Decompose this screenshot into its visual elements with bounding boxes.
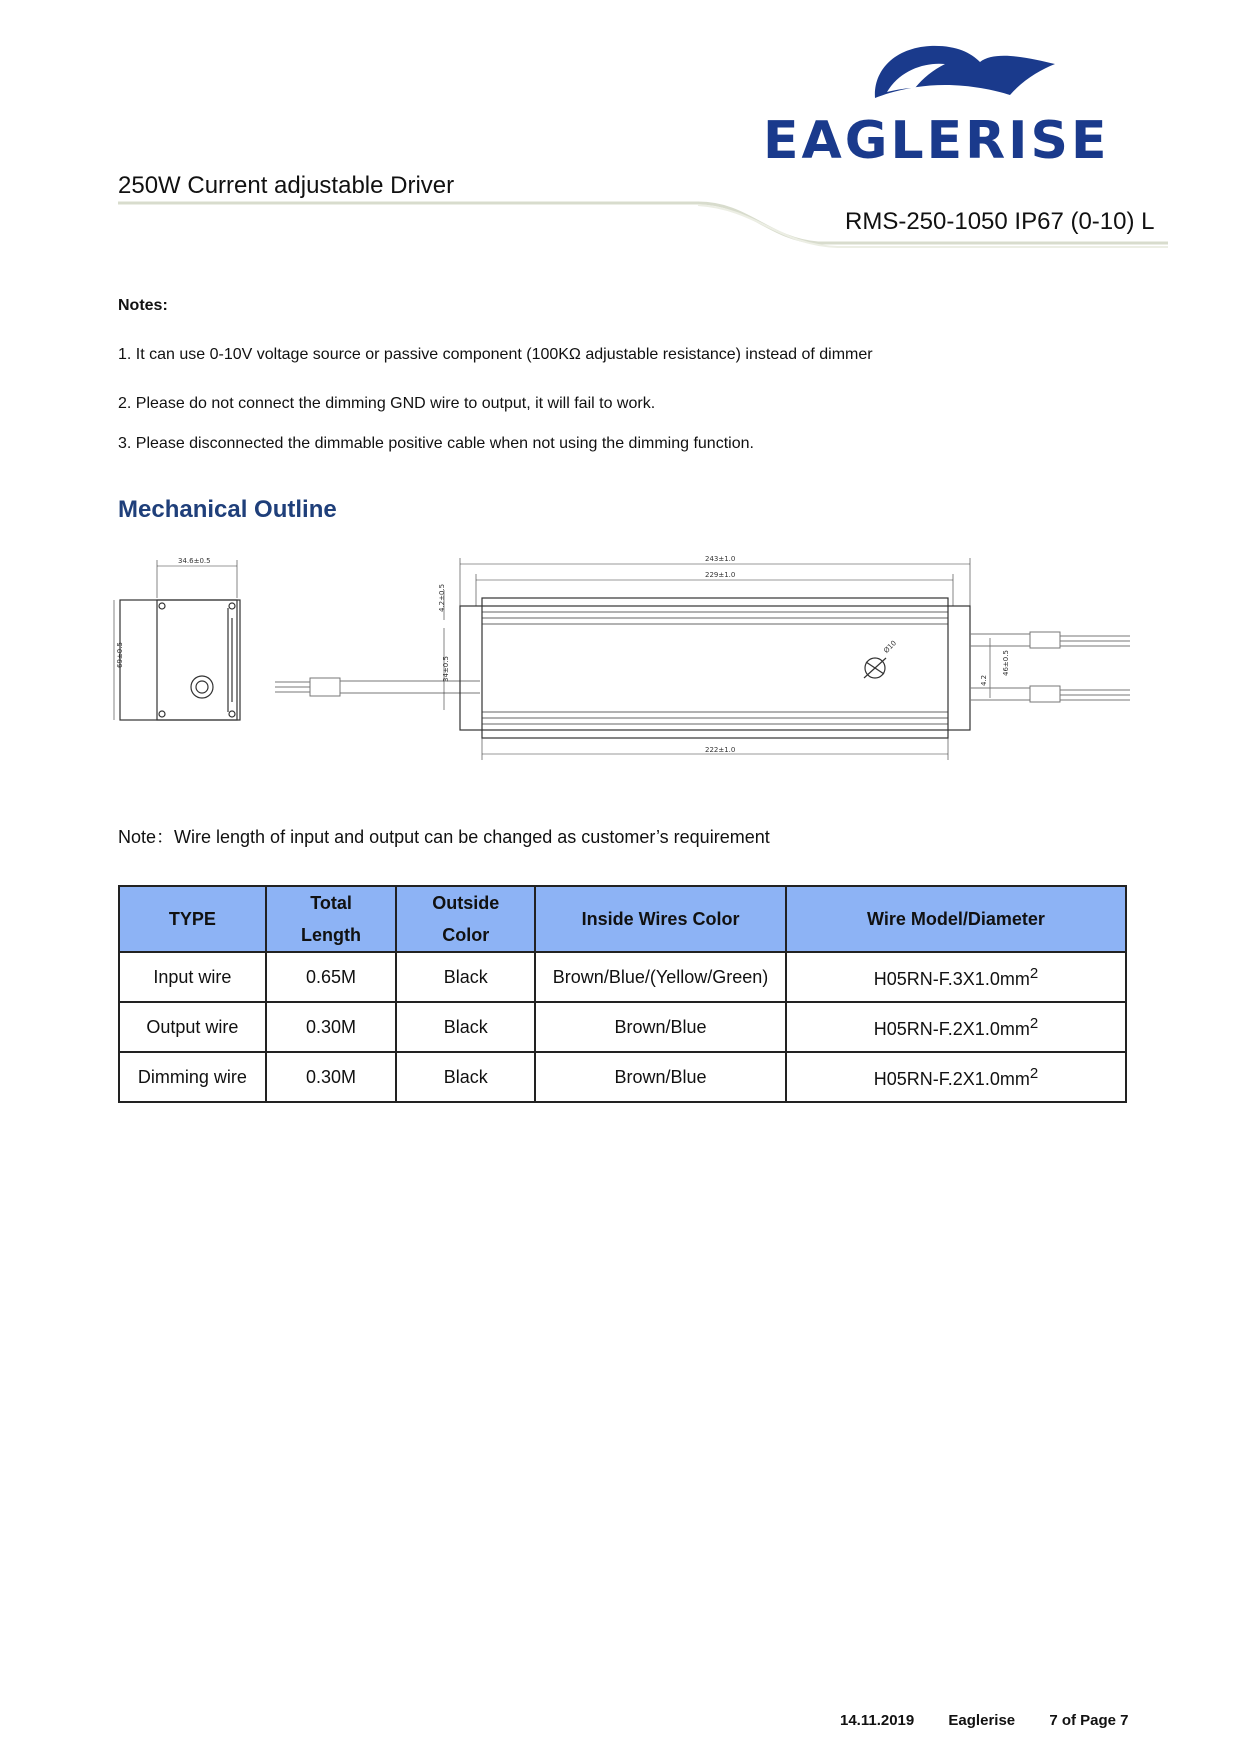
dim-label: 34±0.5	[442, 656, 450, 682]
footer-company: Eaglerise	[948, 1712, 1016, 1729]
notes-heading: Notes:	[118, 297, 168, 314]
table-row	[119, 1002, 1126, 1052]
driver-body	[444, 558, 990, 760]
cell-length: 0.30M	[266, 1052, 397, 1102]
dim-label: 4.2	[980, 674, 988, 686]
table-row	[119, 1052, 1126, 1102]
wire-spec-table	[118, 885, 1127, 1103]
header-type: TYPE	[119, 886, 266, 952]
page-footer	[840, 1712, 1159, 1729]
cell-model: $H05RN-F.2X1.0mm^2$	[786, 1002, 1126, 1052]
note-item: 2. Please do not connect the dimming GND wire to output, it will fail to work.	[118, 395, 656, 412]
cell-color: Black	[396, 952, 535, 1002]
dim-label: 34.6±0.5	[178, 557, 211, 565]
side-view	[114, 560, 240, 720]
note-item: 3. Please disconnected the dimmable positive cable when not using the dimming function.	[118, 435, 754, 452]
dim-label: 243±1.0	[705, 555, 736, 563]
cell-length: 0.65M	[266, 952, 397, 1002]
dim-label: Ø10	[882, 639, 899, 655]
section-heading-mechanical: Mechanical Outline	[118, 496, 337, 523]
mechanical-drawing	[110, 550, 1140, 765]
dim-label: 229±1.0	[705, 571, 736, 579]
wire-length-note: Note：Wire length of input and output can be changed as customer’s requirement	[118, 827, 770, 847]
cell-model: $H05RN-F.3X1.0mm^2$	[786, 952, 1126, 1002]
cell-length: 0.30M	[266, 1002, 397, 1052]
right-wires	[970, 632, 1130, 702]
cell-type: Input wire	[119, 952, 266, 1002]
note-item: 1. It can use 0-10V voltage source or passive component (100KΩ adjustable resistance) instead of dimmer	[118, 346, 873, 363]
cell-type: Output wire	[119, 1002, 266, 1052]
cell-inside: Brown/Blue	[535, 1002, 786, 1052]
dim-label: 69±0.5	[116, 642, 124, 668]
brand-logo	[755, 40, 1105, 170]
cell-type: Dimming wire	[119, 1052, 266, 1102]
footer-date: 14.11.2019	[840, 1712, 915, 1729]
header-outside-color: Outside Color	[396, 886, 535, 952]
dim-label: 222±1.0	[705, 746, 736, 754]
header-wire-model: Wire Model/Diameter	[786, 886, 1126, 952]
header-inside-color: Inside Wires Color	[535, 886, 786, 952]
dim-label: 4.2±0.5	[438, 583, 446, 612]
footer-page: 7 of Page 7	[1049, 1712, 1129, 1729]
cell-inside: Brown/Blue	[535, 1052, 786, 1102]
model-number: RMS-250-1050 IP67 (0-10) L	[845, 208, 1155, 235]
dim-label: 46±0.5	[1002, 650, 1010, 676]
cell-color: Black	[396, 1052, 535, 1102]
table-header-row	[119, 886, 1126, 952]
document-title: 250W Current adjustable Driver	[118, 172, 455, 199]
cell-color: Black	[396, 1002, 535, 1052]
header-length: Total Length	[266, 886, 397, 952]
brand-logo-text: EAGLERISE	[763, 111, 1105, 170]
cell-inside: Brown/Blue/(Yellow/Green)	[535, 952, 786, 1002]
cell-model: $H05RN-F.2X1.0mm^2$	[786, 1052, 1126, 1102]
table-row	[119, 952, 1126, 1002]
